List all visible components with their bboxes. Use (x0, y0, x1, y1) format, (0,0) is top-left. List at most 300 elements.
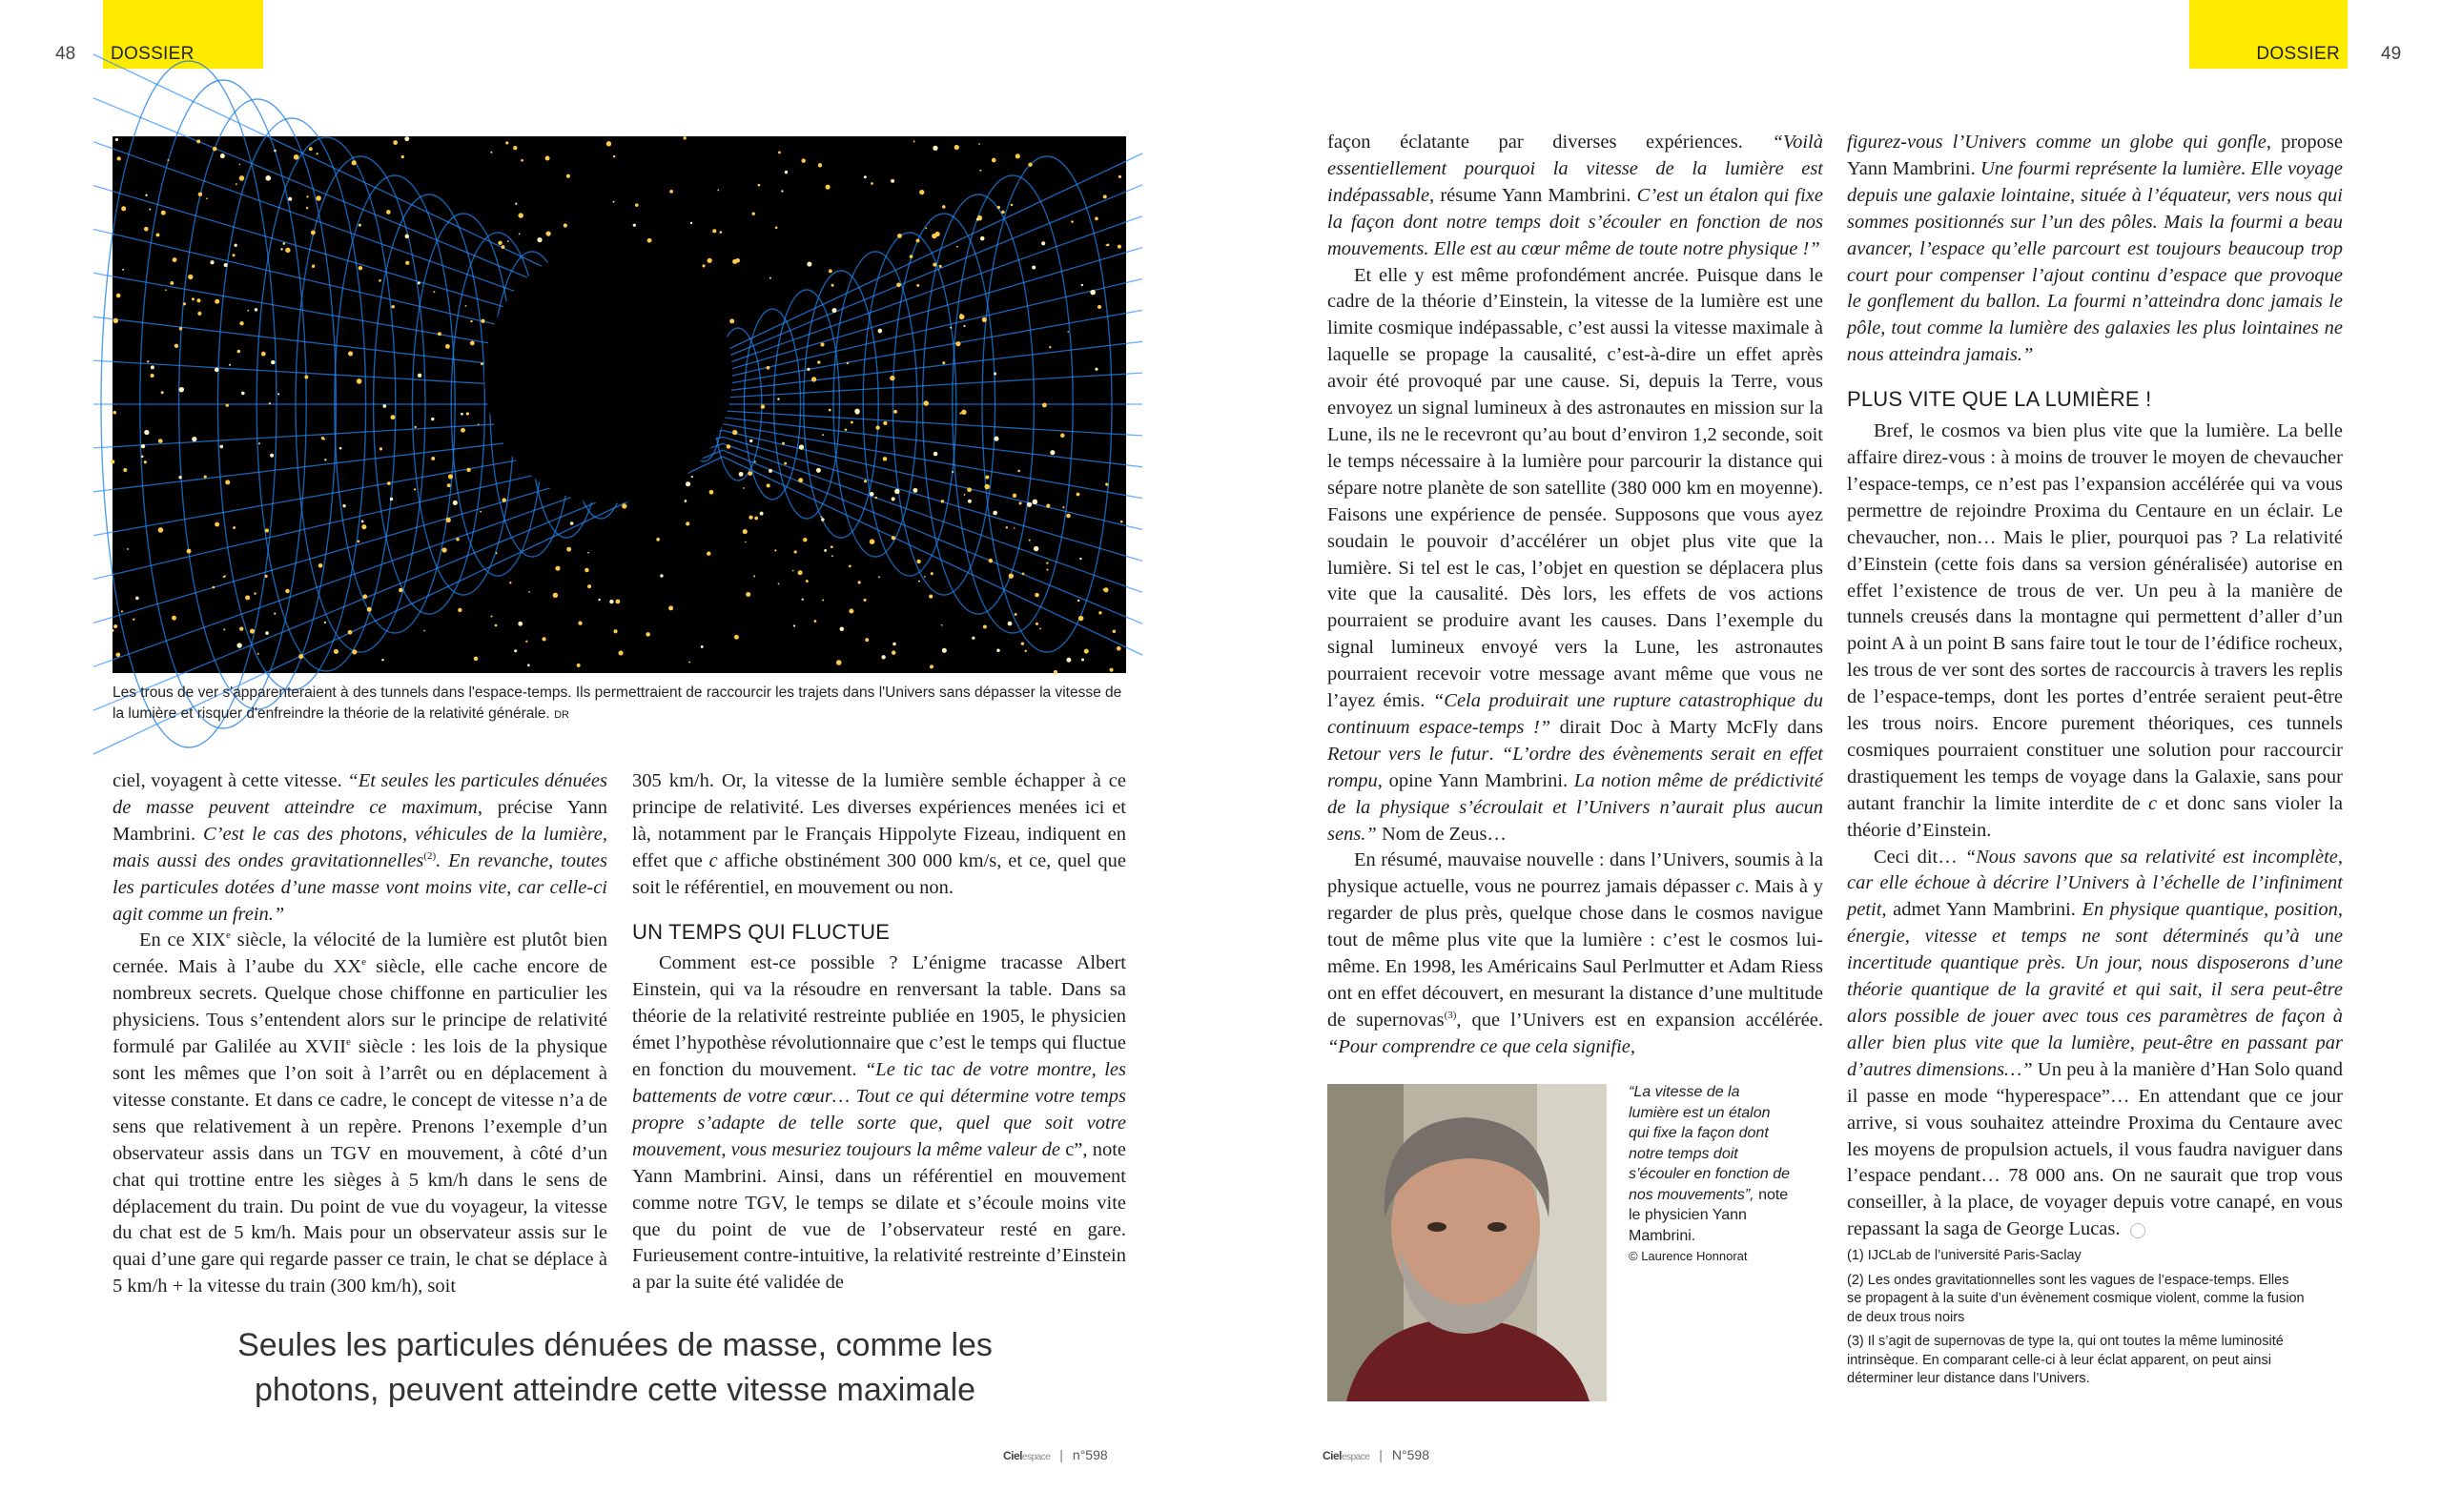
body-text: En résumé, mauvaise nouvelle : dans l’Univers, soumis à la physique actuelle, vous ne pourrez jamais dépasser (1327, 849, 1823, 898)
quote-text: “Le tic tac de votre montre, les battements de votre cœur… Tout ce qui détermine votre temps propre s’adapte de telle sorte que, quel que soit votre mouvement, vous mesuriez toujours la même valeur de (632, 1059, 1127, 1160)
star (288, 197, 292, 201)
star (481, 362, 483, 365)
star (702, 264, 705, 267)
figure-caption-text: Les trous de ver s'apparenteraient à des tunnels dans l'espace-temps. Ils permettraient de raccourcir les trajets dans l'Univers sans dépasser la vitesse de la lumière et risquer d'enfreindre la théorie de la relativité générale. (113, 684, 1122, 722)
section-label: DOSSIER (111, 44, 195, 64)
star (255, 308, 258, 312)
star (179, 327, 182, 330)
star (414, 488, 416, 490)
star (239, 321, 243, 325)
portrait-caption (1629, 1082, 1791, 1267)
article-column-4 (1847, 130, 2343, 1240)
star (1050, 450, 1055, 455)
star (690, 222, 692, 224)
star (1011, 204, 1014, 207)
body-text: ciel, voyagent à cette vitesse. (113, 770, 348, 791)
star (739, 472, 744, 477)
star (196, 298, 200, 302)
star (113, 411, 116, 415)
star (1046, 562, 1048, 564)
star (274, 613, 276, 615)
body-text: admet Yann Mambrini. (1886, 899, 2082, 921)
star (746, 592, 750, 597)
wormhole-graphic (113, 136, 1126, 673)
star (793, 624, 795, 626)
body-text: affiche obstinément 300 000 km/s, et ce, quel que soit le référentiel, en mouvement ou non. (632, 849, 1126, 898)
star (224, 263, 228, 267)
star (735, 258, 740, 263)
star (751, 213, 754, 215)
star (265, 631, 269, 635)
star (239, 164, 241, 166)
star (686, 521, 689, 525)
star (829, 409, 831, 412)
star (496, 552, 498, 554)
star (1060, 434, 1065, 439)
wormhole-throat (484, 246, 732, 503)
star (807, 368, 810, 371)
star (367, 607, 372, 612)
star (811, 377, 816, 381)
star (466, 412, 469, 415)
star (883, 421, 887, 425)
star (778, 582, 780, 584)
star (913, 140, 915, 142)
star (820, 342, 824, 346)
star (956, 246, 958, 248)
star (822, 434, 824, 436)
star (997, 206, 1000, 209)
star (265, 575, 268, 578)
star (801, 158, 805, 162)
star (897, 234, 902, 238)
star (961, 410, 966, 415)
star (123, 468, 127, 472)
star (537, 237, 542, 242)
star (831, 545, 833, 548)
star (277, 393, 279, 395)
star (1120, 521, 1123, 523)
star (111, 460, 114, 463)
star (542, 637, 545, 641)
star (192, 437, 196, 441)
body-text: Et elle y est même profondément ancrée. Puisque dans le cadre de la théorie d’Einstein, la vitesse de la lumière est une limite cosmique indépassable, c’est aussi la vitesse maximale à laquelle se propage la causalité, c’est-à-dire un effet après avoir été provoqué par une cause. Si, depuis la Terre, vous envoyez un signal lumineux à des astronautes en mission sur la Lune, ils ne le recevront qu’au bout d’environ 1,2 seconde, soit le temps nécessaire à la lumière pour parcourir la distance qui sépare notre planète de son satellite (380 000 km en moyenne). Faisons une expérience de pensée. Supposons que vous ayez soudain le pouvoir d’accélérer un objet plus vite que la lumière. Si tel est le cas, l’objet en question se déplacera plus vite que la causalité. Dès lors, les effets de vos actions pourraient se produire avant les causes. Dans l’exemple du signal lumineux envoyé vers la Lune, les astronautes pourraient recevoir votre message avant même que vous ne l’ayez émis. (1327, 264, 1823, 712)
star (758, 184, 761, 187)
star (309, 147, 313, 151)
star (950, 327, 952, 329)
star (613, 629, 617, 633)
star (270, 454, 274, 458)
quote-text: “Voilà essentiellement pourquoi la vitesse de la lumière est indépassable (1327, 132, 1823, 206)
star (760, 512, 764, 516)
star (976, 218, 979, 221)
star (701, 645, 704, 648)
star (870, 539, 875, 544)
star (989, 559, 994, 563)
body-text: siècle : les lois de la physique sont les mêmes que l’on soit à l’arrêt ou en déplacement à vitesse constante. Et dans ce cadre, le concept de vitesse n’a de sens que relativement à un repère. Prenons l’exemple d’un observateur assis dans un TGV en mouvement, à côté d’un chat qui trottine entre les sièges à 5 km/h dans le sens de déplacement du train. Du point de vue du voyageur, la vitesse du chat est de 5 km/h. Mais pour un observateur assis sur le quai d’une gare qui regarde passer ce train, le chat se déplace à 5 km/h + la vitesse du train (300 km/h), soit (113, 1036, 607, 1297)
quote-text: “Et seules les particules dénuées de masse peuvent atteindre ce maximum (113, 770, 607, 818)
star (220, 153, 225, 158)
star (361, 520, 364, 522)
star (734, 635, 739, 640)
star (691, 476, 693, 478)
star (964, 494, 966, 496)
star (525, 641, 527, 643)
star (941, 500, 944, 502)
star (173, 257, 177, 262)
star (635, 203, 639, 207)
star (1095, 368, 1097, 371)
quote-text: “L’ordre des évènements serait en effet rompu (1327, 743, 1823, 791)
star (361, 524, 366, 529)
star (324, 459, 326, 460)
star (968, 500, 972, 503)
star (521, 159, 523, 162)
star (892, 497, 895, 501)
star (849, 565, 851, 568)
star (685, 500, 687, 502)
section-heading: PLUS VITE QUE LA LUMIÈRE ! (1847, 387, 2152, 412)
star (933, 452, 938, 457)
quote-text: “Nous savons que sa relativité est incomplète, car elle échoue à décrire l’Univers à l’échelle de l’infiniment petit, (1847, 846, 2343, 921)
star (1029, 540, 1031, 541)
star (1001, 211, 1005, 215)
star (172, 616, 176, 621)
star (767, 483, 770, 487)
star (121, 206, 126, 211)
star (133, 619, 134, 621)
star (753, 575, 755, 577)
star (587, 552, 589, 554)
star (357, 540, 359, 542)
article-column-1 (113, 768, 608, 1297)
star (865, 638, 869, 642)
star (387, 481, 391, 485)
star (707, 552, 710, 556)
star (545, 231, 550, 235)
star (774, 549, 776, 551)
star (461, 413, 463, 416)
star (223, 628, 225, 630)
star (1117, 646, 1121, 651)
quote-text: “Pour comprendre ce que cela signifie, (1327, 1035, 1635, 1057)
star (606, 141, 611, 146)
body-text: , précise Yann Mambrini. (113, 796, 607, 845)
star (891, 179, 894, 183)
star (622, 503, 626, 508)
issue-number: N°598 (1391, 1447, 1429, 1462)
star (924, 576, 926, 578)
quote-text: c (2148, 792, 2158, 814)
star (777, 398, 779, 399)
star (829, 269, 832, 273)
star (892, 536, 895, 540)
body-text: siècle, la vélocité de la lumière est plutôt bien cernée. Mais à l’aube du XX (113, 930, 607, 978)
star (598, 599, 600, 601)
star (609, 600, 613, 603)
star (453, 501, 458, 505)
star (845, 429, 848, 432)
body-text: , note Yann Mambrini. Ainsi, dans un référentiel en mouvement comme notre TGV, le temps se dilate et s’écoule moins vite que du point de vue de l’observateur resté en gare. Furieusement contre-intuitive, la relativité restreinte d’Einstein a par la suite été validée de (632, 1138, 1126, 1294)
article-paragraph (1847, 419, 2343, 845)
star (916, 560, 920, 563)
star (767, 366, 770, 370)
star (1006, 526, 1008, 528)
star (113, 318, 118, 323)
star (570, 521, 574, 525)
star (348, 630, 353, 635)
star (933, 146, 937, 151)
star (265, 175, 271, 181)
star (390, 415, 395, 419)
superscript: e (225, 930, 231, 942)
star (893, 410, 897, 414)
star (470, 341, 475, 346)
star (807, 261, 811, 266)
portrait-attribution: note le physicien Yann Mambrini. (1629, 1186, 1789, 1244)
star (775, 227, 778, 230)
star (465, 305, 467, 307)
star (456, 538, 460, 541)
superscript: e (361, 956, 366, 969)
star (135, 597, 139, 601)
star (117, 156, 121, 160)
star (144, 460, 147, 463)
body-text: Ceci dit… (1874, 846, 1965, 868)
star (875, 497, 877, 499)
star (1103, 588, 1105, 590)
star (445, 518, 450, 522)
star (993, 511, 997, 516)
star (979, 170, 981, 172)
star (553, 593, 558, 598)
star (916, 284, 919, 287)
star (507, 240, 509, 242)
star (391, 305, 394, 308)
star (942, 361, 945, 364)
star (992, 158, 996, 163)
star (864, 175, 867, 178)
star (215, 368, 219, 373)
star (929, 594, 933, 598)
article-column-3 (1327, 130, 1823, 1057)
star (1103, 194, 1107, 198)
figure-credit: DR (554, 709, 569, 721)
star (210, 260, 214, 264)
star (996, 649, 1000, 653)
star (265, 528, 269, 532)
star (1014, 527, 1015, 529)
star (141, 444, 145, 448)
star (149, 209, 151, 211)
star (778, 151, 781, 153)
star (1067, 331, 1069, 333)
star (822, 599, 824, 601)
star (285, 589, 289, 593)
star (204, 475, 207, 478)
star (784, 462, 787, 465)
star (127, 548, 129, 550)
star (802, 599, 804, 601)
star (342, 504, 345, 507)
star (390, 498, 393, 501)
star (613, 201, 615, 203)
star (729, 318, 734, 323)
footnote-3: (3) Il s’agit de supernovas de type Ia, qui ont toutes la même luminosité intrinsèque. En comparant celle-ci à leur éclat apparent, on peut ainsi déterminer leur distance dans l’Univers. (1847, 1334, 2284, 1386)
star (851, 420, 853, 423)
article-paragraph (1847, 130, 2343, 369)
star (1028, 163, 1032, 167)
page-number-left: 48 (55, 44, 76, 64)
star (352, 160, 357, 165)
star (212, 586, 215, 589)
star (147, 360, 149, 362)
star (892, 643, 896, 646)
star (178, 476, 181, 479)
star (1042, 403, 1047, 408)
figure-caption (113, 683, 1126, 725)
page-number-right: 49 (2381, 44, 2402, 64)
star (894, 489, 899, 494)
star (431, 418, 434, 420)
star (1090, 290, 1096, 296)
star (983, 624, 987, 628)
star (116, 294, 121, 298)
star (919, 190, 924, 194)
star (952, 471, 954, 473)
star (234, 244, 236, 247)
star (359, 266, 362, 270)
star (433, 291, 435, 293)
star (223, 576, 225, 578)
star (1039, 628, 1041, 630)
portrait-illustration (1327, 1084, 1607, 1401)
star (972, 637, 974, 640)
star (578, 622, 582, 625)
star (1081, 658, 1084, 661)
article-paragraph (632, 950, 1126, 1297)
star (1107, 244, 1110, 247)
article-paragraph (1847, 845, 2343, 1244)
portrait-quote: “La vitesse de la lumière est un étalon qui fixe la façon dont notre temps doit s’écouler en fonction de nos mouvements”, (1629, 1084, 1790, 1203)
star (847, 362, 849, 364)
star (818, 163, 822, 167)
star (1024, 650, 1026, 652)
star (821, 516, 823, 518)
star (1008, 622, 1013, 626)
star (306, 207, 308, 209)
star (1066, 514, 1071, 519)
star (247, 310, 249, 312)
star (923, 400, 929, 406)
star (930, 664, 933, 668)
star (870, 492, 873, 496)
star (798, 478, 803, 482)
star (754, 517, 758, 521)
star (849, 608, 853, 613)
star (613, 155, 616, 158)
star (514, 649, 517, 652)
star (466, 468, 471, 473)
star (761, 404, 766, 409)
star (197, 312, 201, 316)
star (769, 277, 771, 279)
issue-number: n°598 (1072, 1447, 1108, 1462)
article-paragraph (113, 928, 607, 1300)
quote-text: c (708, 849, 718, 871)
star (881, 655, 885, 659)
superscript: (3) (1444, 1010, 1457, 1022)
star (719, 231, 722, 234)
star (932, 234, 936, 238)
body-text: , propose Yann Mambrini. (1847, 132, 2343, 179)
star (112, 629, 114, 632)
end-of-article-icon (2130, 1223, 2145, 1238)
star (239, 626, 243, 630)
star (206, 197, 208, 199)
star (386, 210, 391, 215)
star (959, 315, 965, 320)
star (122, 269, 124, 271)
star (527, 664, 530, 666)
star (145, 194, 147, 196)
star (156, 234, 160, 237)
star (878, 329, 883, 334)
quote-text: En physique quantique, position, énergie, vitesse et temps ne sont déterminés qu’à une incertitude quantique près. Un jour, nous disposerons d’une théorie quantique de la gravité et qui sait, il sera peut-être alors possible de jouer avec tous ces paramètres de façon à aller bien plus vite que la lumière, peut-être en passant par d’autres dimensions…” (1847, 899, 2343, 1080)
star (1046, 504, 1050, 508)
star (352, 649, 357, 654)
star (513, 146, 517, 150)
star (799, 444, 804, 449)
star (836, 660, 842, 665)
star (896, 282, 901, 287)
star (236, 643, 241, 647)
star (1105, 483, 1108, 486)
star (188, 275, 193, 279)
star (955, 341, 960, 346)
star (1013, 494, 1016, 498)
star (151, 365, 154, 369)
star (311, 231, 316, 235)
star (261, 352, 266, 357)
star (1066, 658, 1071, 663)
star (1071, 220, 1074, 223)
star (348, 351, 353, 356)
star (577, 664, 581, 667)
star (170, 281, 174, 285)
body-text: . (1488, 743, 1502, 765)
star (933, 263, 936, 267)
star (890, 376, 894, 380)
star (646, 632, 650, 637)
star (1019, 501, 1022, 504)
star (708, 258, 712, 263)
star (785, 171, 788, 174)
star (688, 662, 690, 664)
star (939, 265, 942, 268)
star (401, 155, 404, 158)
quote-text: C’est un étalon qui fixe la façon dont notre temps doit s’écouler en fonction de nos mouvements. Elle est au cœur même de toute notre physique !” (1327, 184, 1823, 259)
star (748, 471, 752, 476)
star (379, 279, 381, 282)
footnote-2: (2) Les ondes gravitationnelles sont les vagues de l’espace-temps. Elles se propagent à la suite d’un évènement cosmique violent, comme la fusion de deux trous noirs (1847, 1272, 2305, 1325)
star (379, 447, 382, 450)
star (215, 299, 219, 304)
star (1017, 470, 1020, 473)
star (1034, 546, 1038, 551)
wormhole-illustration (113, 136, 1126, 673)
star (647, 238, 652, 243)
